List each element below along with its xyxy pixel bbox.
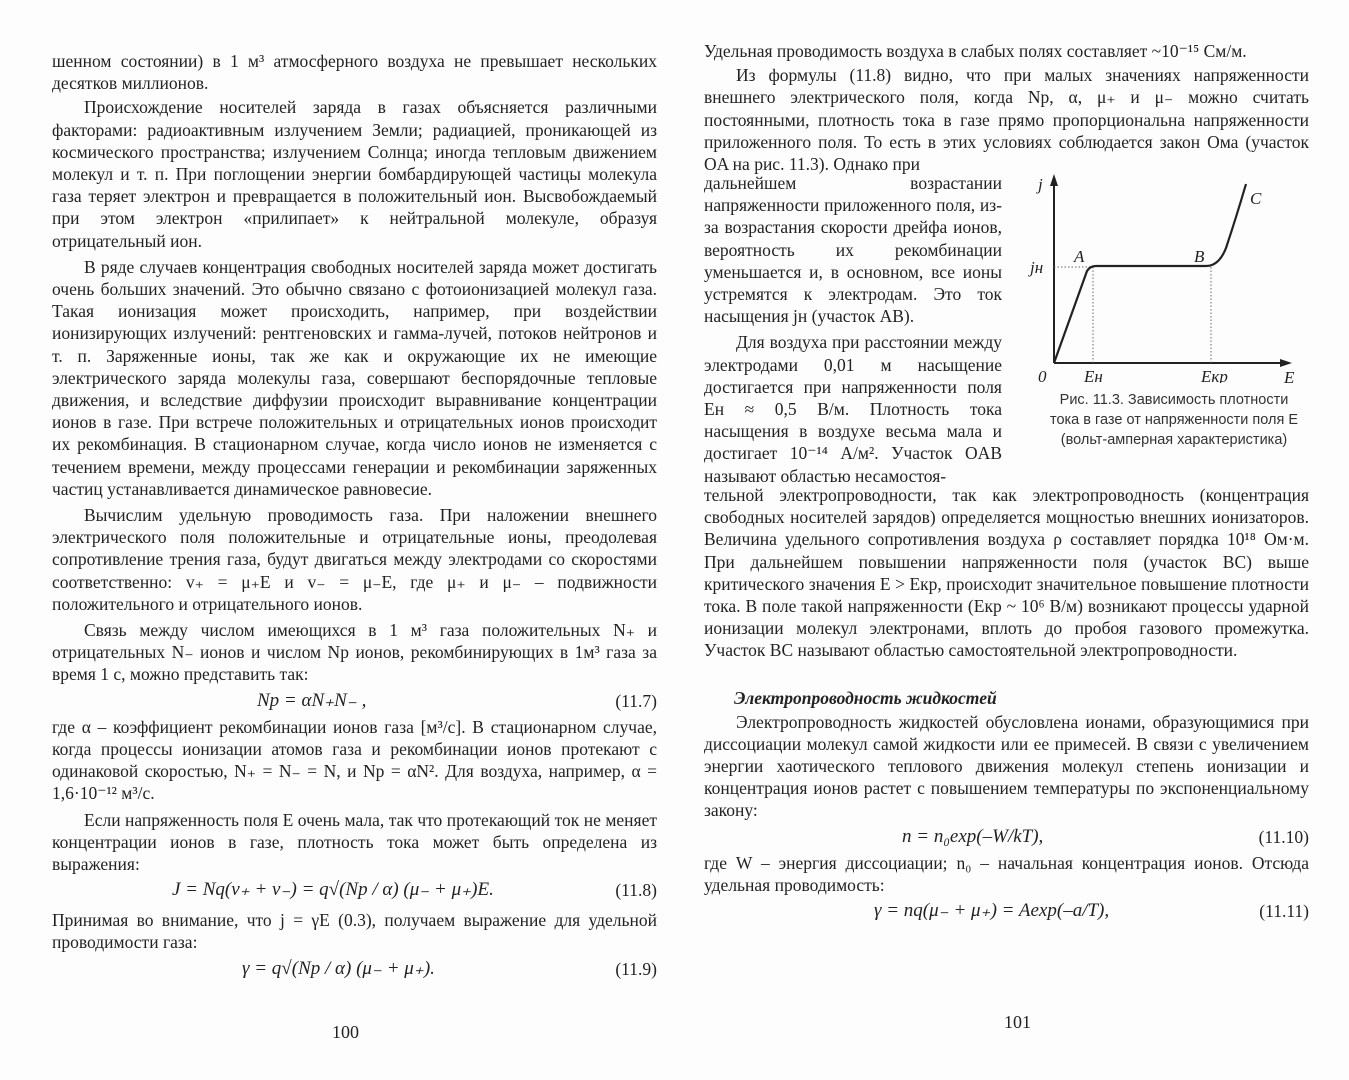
paragraph: В ряде случаев концентрация свободных носителей заряда может достигать очень больших значений. Это обычно связано с фотоионизацией молекул газа. Такая ионизация может происходить, например, при воздействии ионизирующих излучений: рентгеновских и гамма-лучей, потоков нейтронов и т. п. Заряженные ионы, так же как и окружающие их не имеющие электрического заряда молекулы газа, совершают беспорядочные тепловые движения, и вследствие диффузии происходит выравнивание концентрации ионов в газе. При встрече положительных и отрицательных ионов происходит их рекомбинация. В стационарном случае, когда число ионов не изменяется с течением времени, между процессами генерации и рекомбинации заряженных частиц устанавливается динамическое равновесие. [52, 256, 657, 499]
equation-11-10 [704, 822, 1309, 852]
svg-text:A: A [1074, 247, 1085, 266]
svg-text:Eкр: Eкр [1201, 367, 1228, 383]
equation-number: (11.8) [615, 880, 657, 901]
left-text-column [52, 50, 657, 990]
current-voltage-chart [1024, 168, 1324, 383]
paragraph: Для воздуха при расстоянии между электродами 0,01 м насыщение достигается при напряженности поля Eн ≈ 0,5 В/м. Плотность тока насыщения в воздухе весьма мала и достигает 10⁻¹⁴ А/м². Участок OAB называют областью несамостоя- [704, 332, 1002, 486]
svg-text:Eн: Eн [1084, 367, 1103, 383]
svg-text:E: E [1284, 368, 1295, 383]
equation-number: (11.10) [1258, 826, 1309, 847]
equation-11-9 [52, 954, 657, 990]
equation-formula: γ = nq(μ₋ + μ₊) = Aexp(–a/T), [874, 900, 1110, 922]
paragraph: Удельная проводимость воздуха в слабых полях составляет ~10⁻¹⁵ См/м. [704, 41, 1247, 61]
svg-text:j: j [1038, 175, 1043, 194]
equation-11-8 [52, 875, 657, 909]
paragraph: где α – коэффициент рекомбинации ионов газа [м³/с]. В стационарном случае, когда процессы ионизации атомов газа и рекомбинации ионов протекают с одинаковой скоростью, N₊ = N₋ = N, и Nр = αN². Для воздуха, например, α = 1,6·10⁻¹² м³/с. [52, 716, 657, 804]
paragraph: шенном состоянии) в 1 м³ атмосферного воздуха не превышает нескольких десятков миллионов. [52, 51, 657, 94]
svg-text:C: C [1250, 189, 1262, 208]
paragraph: где W – энергия диссоциации; n₀ – начальная концентрация ионов. Отсюда удельная проводимость: [704, 852, 1309, 895]
section-heading: Электропроводность жидкостей [734, 687, 997, 708]
paragraph: тельной электропроводности, так как электропроводность (концентрация свободных носителей зарядов) определяется мощностью внешних ионизаторов. Величина удельного сопротивления воздуха ρ составляет порядка 10¹⁸ Ом·м. При дальнейшем повышении напряженности поля (участок BC) выше критического значения E > Eкр, происходит значительное повышение плотности тока. В поле такой напряженности (Eкр ~ 10⁶ В/м) возникают процессы ударной ионизации молекул электронами, вплоть до пробоя газового промежутка. Участок BC называют областью самостоятельной электропроводности. [704, 485, 1309, 661]
equation-formula: n = n₀exp(–W/kT), [902, 825, 1044, 847]
right-text-column-narrow [704, 172, 1002, 487]
paragraph: Вычислим удельную проводимость газа. При наложении внешнего электрического поля положительные и отрицательные ионы, преодолевая сопротивление трения газа, будут двигаться между электродами со скоростями соответственно: v₊ = μ₊E и v₋ = μ₋E, где μ₊ и μ₋ – подвижности положительного и отрицательного ионов. [52, 505, 657, 614]
figure-11-3 [1024, 168, 1324, 448]
svg-text:B: B [1194, 247, 1205, 266]
equation-number: (11.11) [1259, 901, 1309, 922]
figure-caption: Рис. 11.3. Зависимость плотности тока в газе от напряженности поля E (вольт-амперная характеристика) [1049, 392, 1299, 448]
paragraph: Происхождение носителей заряда в газах объясняется различными факторами: радиоактивным излучением Земли; радиацией, проникающей из космического пространства; излучением Солнца; иногда тепловым движением молекул и т. п. При поглощении энергии бомбардирующей частицы молекула газа теряет электрон и превращается в положительный ион. Высвобождаемый при этом электрон «прилипает» к нейтральной молекуле, образуя отрицательный ион. [52, 97, 657, 251]
left-page [0, 0, 674, 1080]
page-number: 101 [1004, 1012, 1031, 1032]
svg-text:0: 0 [1038, 367, 1047, 383]
y-axis-arrow-icon [1050, 174, 1058, 186]
equation-number: (11.7) [615, 690, 657, 711]
paragraph: дальнейшем возрастании напряженности приложенного поля, из-за возрастания скорости дрейфа ионов, вероятность их рекомбинации уменьшается и, в основном, все ионы устремятся к электродам. Это ток насыщения jн (участок AB). [704, 173, 1002, 327]
equation-formula: J = Nq(v₊ + v₋) = q√(Nр / α) (μ₋ + μ₊)E. [172, 879, 494, 901]
equation-formula: γ = q√(Nр / α) (μ₋ + μ₊). [242, 957, 435, 979]
right-text-column-top [704, 40, 1309, 175]
equation-formula: Nр = αN₊N₋ , [257, 689, 367, 711]
equation-11-7 [52, 686, 657, 716]
equation-11-11 [704, 896, 1309, 926]
paragraph: Если напряженность поля E очень мала, так что протекающий ток не меняет концентрации ионов в газе, плотность тока может быть определена из выражения: [52, 809, 657, 874]
svg-text:jн: jн [1030, 258, 1044, 277]
paragraph: Из формулы (11.8) видно, что при малых значениях напряженности внешнего электрического поля, когда Nр, α, μ₊ и μ₋ можно считать постоянными, плотность тока в газе прямо пропорциональна напряженности приложенного поля. То есть в этих условиях соблюдается закон Ома (участок OA на рис. 11.3). Однако при [704, 65, 1309, 175]
paragraph: Принимая во внимание, что j = γE (0.3), получаем выражение для удельной проводимости газа: [52, 910, 657, 953]
x-axis-arrow-icon [1280, 359, 1292, 367]
paragraph: Связь между числом имеющихся в 1 м³ газа положительных N₊ и отрицательных N₋ ионов и числом Nр ионов, рекомбинирующих в 1м³ газа за время 1 с, можно представить так: [52, 620, 657, 685]
iv-curve [1054, 184, 1246, 363]
right-page [674, 0, 1349, 1080]
paragraph: Электропроводность жидкостей обусловлена ионами, образующимися при диссоциации молекул самой жидкости или ее примесей. В связи с увеличением энергии хаотического теплового движения молекул степень ионизации и концентрация ионов растет с повышением температуры по экспоненциальному закону: [704, 711, 1309, 821]
right-text-column-bottom [704, 484, 1309, 926]
page-number: 100 [332, 1022, 359, 1042]
equation-number: (11.9) [615, 958, 657, 979]
